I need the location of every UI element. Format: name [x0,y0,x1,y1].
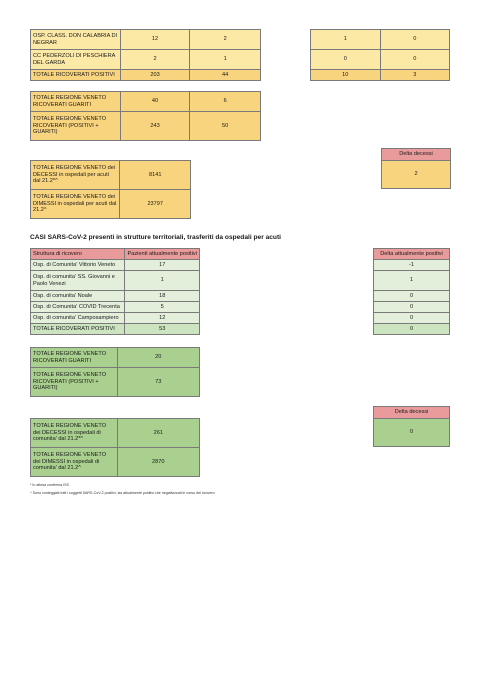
row-label: TOTALE REGIONE VENETO RICOVERATI (POSITIVI + GUARITI) [31,368,118,397]
table-row [311,50,450,70]
table-row [31,448,200,477]
table-row [31,302,200,313]
cell-value: 44 [190,70,261,81]
cell-value: 53 [125,324,200,335]
cell-value: 5 [125,302,200,313]
table-row [31,260,200,271]
table-row [31,92,261,112]
table-row [374,324,450,335]
cell-value: 261 [117,419,199,448]
cell-value: 18 [125,291,200,302]
column-header: Delta decessi [382,149,451,161]
row-label: TOTALE REGIONE VENETO dei DECESSI in ospedali per acuti dal 21.2*^ [31,161,120,190]
footnote: ^ Sono conteggiati tutti i soggetti SARS-CoV-2 positivi, sia attualmente positivi che negativizzati in corso del ricovero [30,491,215,495]
row-label: TOTALE RICOVERATI POSITIVI [31,70,121,81]
cell-value: 2 [382,161,451,189]
acute-delta-table [310,29,450,81]
cell-value: 12 [125,313,200,324]
row-label: Osp. di comunita' Camposampiero [31,313,125,324]
cell-value: 8141 [120,161,191,190]
table-row [31,271,200,291]
table-row [31,112,261,141]
cell-value: 2 [190,30,261,50]
column-header: Delta attualmente positivi [374,249,450,260]
territorial-delta-table [373,248,450,335]
territorial-deaths-table [30,418,200,477]
cell-value: 20 [117,348,199,368]
row-label: TOTALE REGIONE VENETO RICOVERATI GUARITI [31,348,118,368]
table-row [374,291,450,302]
cell-value: 243 [120,112,190,141]
cell-value: 0 [380,30,450,50]
table-row [31,368,200,397]
acute-recovered-table [30,91,261,141]
cell-value: 3 [380,70,450,81]
cell-value: 2 [120,50,190,70]
footnote: * In attesa conferma ISS [30,483,69,487]
cell-value: 1 [374,271,450,291]
territorial-structures-table [30,248,200,335]
cell-value: 0 [374,324,450,335]
row-label: TOTALE REGIONE VENETO dei DIMESSI in ospedali di comunita' dal 21.2^ [31,448,118,477]
row-label: TOTALE REGIONE VENETO dei DECESSI in ospedali di comunita' dal 21.2*^ [31,419,118,448]
table-row [31,70,261,81]
table-row [311,70,450,81]
table-header-row [382,149,451,161]
table-row [311,30,450,50]
section-title: CASI SARS-CoV-2 presenti in strutture territoriali, trasferiti da ospedali per acuti [30,234,281,241]
cell-value: 1 [125,271,200,291]
row-label: CC PEDERZOLI DI PESCHIERA DEL GARDA [31,50,121,70]
table-row [31,324,200,335]
table-header-row [374,407,450,419]
column-header: Delta decessi [374,407,450,419]
cell-value: 2870 [117,448,199,477]
table-header-row [31,249,200,260]
cell-value: 40 [120,92,190,112]
table-row [374,302,450,313]
cell-value: 0 [311,50,381,70]
table-row [374,271,450,291]
cell-value: 0 [374,291,450,302]
row-label: TOTALE RICOVERATI POSITIVI [31,324,125,335]
column-header: Pazienti attualmente positivi [125,249,200,260]
cell-value: 1 [311,30,381,50]
cell-value: 50 [190,112,261,141]
table-row [31,161,191,190]
table-row [31,291,200,302]
row-label: TOTALE REGIONE VENETO RICOVERATI (POSITIVI + GUARITI) [31,112,121,141]
cell-value: 203 [120,70,190,81]
delta-deaths-territorial-table [373,406,450,447]
row-label: Osp. di Comunita' COVID Trecenta [31,302,125,313]
table-row [374,419,450,447]
cell-value: 0 [374,313,450,324]
row-label: OSP. CLASS. DON CALABRIA DI NEGRAR [31,30,121,50]
cell-value: 17 [125,260,200,271]
cell-value: 23797 [120,190,191,219]
cell-value: 6 [190,92,261,112]
cell-value: 12 [120,30,190,50]
cell-value: 73 [117,368,199,397]
table-row [382,161,451,189]
table-row [31,30,261,50]
table-row [374,313,450,324]
cell-value: 10 [311,70,381,81]
cell-value: 1 [190,50,261,70]
row-label: TOTALE REGIONE VENETO RICOVERATI GUARITI [31,92,121,112]
table-row [31,348,200,368]
cell-value: -1 [374,260,450,271]
cell-value: 0 [374,302,450,313]
row-label: Osp. di comunita' Noale [31,291,125,302]
table-row [31,50,261,70]
table-header-row [374,249,450,260]
table-row [31,313,200,324]
acute-deaths-table [30,160,191,219]
row-label: Osp. di comunita' SS. Giovanni e Paolo Venezi [31,271,125,291]
column-header: Struttura di ricovero [31,249,125,260]
cell-value: 0 [374,419,450,447]
table-row [374,260,450,271]
row-label: TOTALE REGIONE VENETO dei DIMESSI in ospedali per acuti dal 21.2^ [31,190,120,219]
territorial-recovered-table [30,347,200,397]
table-row [31,190,191,219]
cell-value: 0 [380,50,450,70]
delta-deaths-acute-table [381,148,451,189]
row-label: Osp. di Comunita' Vittorio Veneto [31,260,125,271]
table-row [31,419,200,448]
acute-hospitals-table [30,29,261,81]
